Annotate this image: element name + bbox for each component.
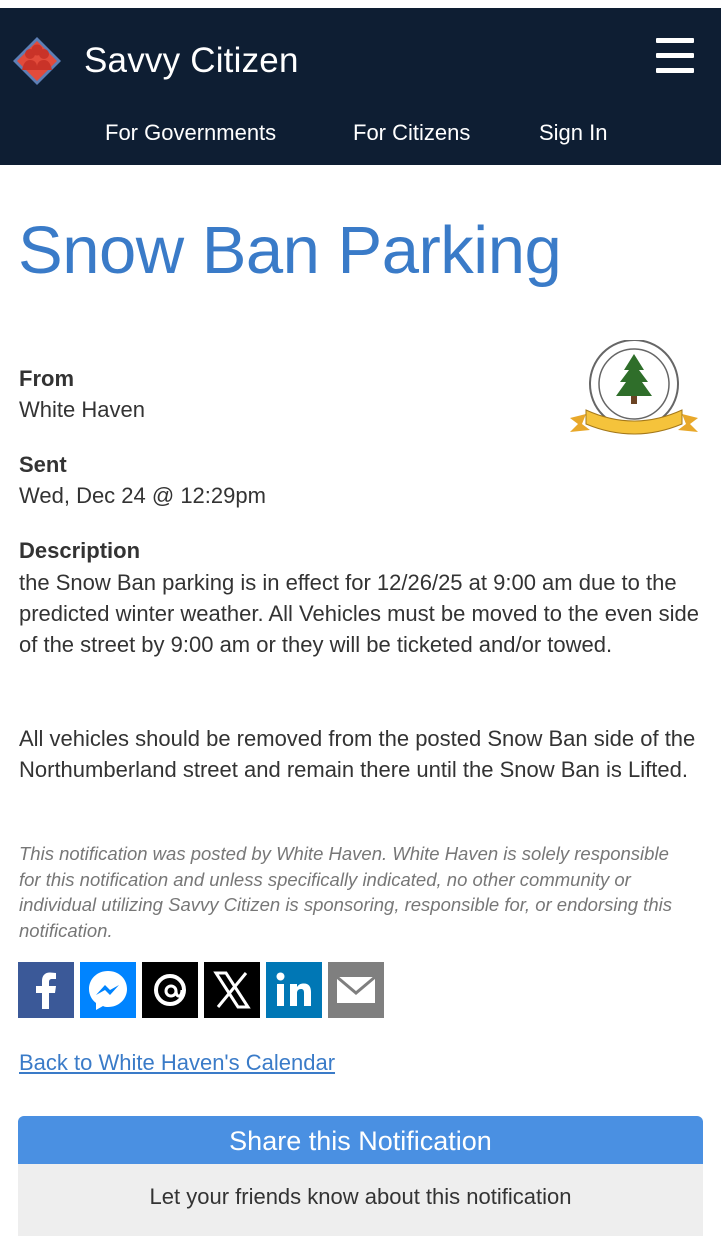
threads-icon[interactable] [142,962,198,1018]
share-panel [18,1116,703,1236]
description-paragraph-2: All vehicles should be removed from the posted Snow Ban side of the Northumberland street and remain there until the Snow Ban is Lifted. [19,726,696,782]
linkedin-icon[interactable] [266,962,322,1018]
nav-for-citizens[interactable]: For Citizens [353,120,471,145]
people-diamond-logo[interactable] [10,34,64,88]
description-paragraph-1: the Snow Ban parking is in effect for 12/26/25 at 9:00 am due to the predicted winter weather. All Vehicles must be moved to the even side of the street by 9:00 am or they will be ticketed and/or towed. [19,570,699,657]
facebook-icon[interactable] [18,962,74,1018]
disclaimer-text: This notification was posted by White Haven. White Haven is solely responsible for this notification and unless specifically indicated, no other community or individual utilizing Savvy Citizen is sponsoring, responsible for, or endorsing this notification. [19,843,672,941]
sent-value: Wed, Dec 24 @ 12:29pm [19,483,266,508]
description-label: Description [19,538,141,563]
email-icon[interactable] [328,962,384,1018]
nav-sign-in[interactable]: Sign In [539,120,608,145]
nav-for-governments[interactable]: For Governments [105,120,277,145]
from-value: White Haven [19,397,145,422]
messenger-icon[interactable] [80,962,136,1018]
top-nav [0,120,721,150]
app-title[interactable]: Savvy Citizen [84,41,299,80]
back-to-calendar-link[interactable]: Back to White Haven's Calendar [19,1050,336,1075]
borough-seal [566,340,702,442]
page-title: Snow Ban Parking [18,213,562,288]
app-header [0,8,721,165]
share-panel-text: Let your friends know about this notification [149,1184,572,1209]
x-icon[interactable] [204,962,260,1018]
share-panel-title[interactable]: Share this Notification [18,1116,703,1164]
hamburger-icon[interactable] [656,38,694,74]
from-label: From [19,366,74,391]
sent-label: Sent [19,452,67,477]
